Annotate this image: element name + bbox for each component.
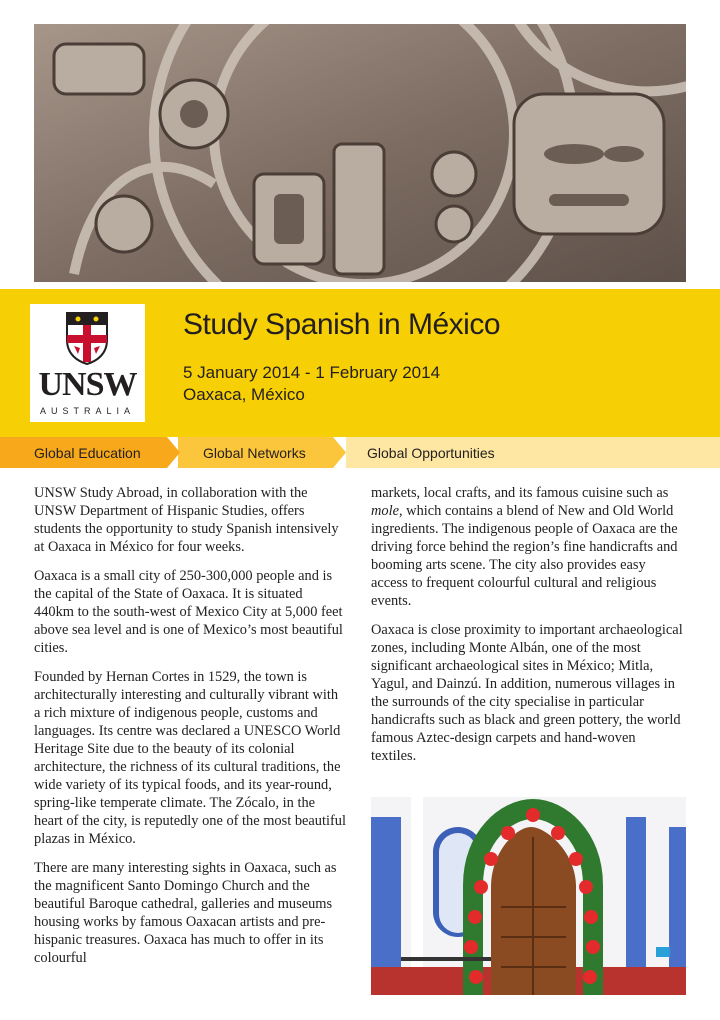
- right-column: [371, 484, 683, 776]
- logo-wordmark: UNSW: [38, 366, 137, 403]
- nav-item-global-opportunities[interactable]: Global Opportunities: [367, 445, 495, 461]
- left-column: [34, 484, 346, 978]
- program-location: Oaxaca, México: [183, 385, 305, 404]
- aztec-stone-carving-icon: [34, 24, 686, 282]
- paragraph-sights: There are many interesting sights in Oaxaca, such as the magnificent Santo Domingo Church and the beautiful Baroque cathedral, galleries and museums housing works by famous Oaxacan artists and pre-hispanic treasures. Oaxaca has much to offer in its colourful: [34, 860, 337, 966]
- doorway-photo: [371, 797, 686, 995]
- logo-country: AUSTRALIA: [39, 406, 135, 416]
- page-title: Study Spanish in México: [183, 308, 501, 341]
- program-info: [183, 362, 440, 406]
- flower-arch-doorway-icon: [371, 797, 686, 995]
- paragraph-markets-part2: , which contains a blend of New and Old World ingredients. The indigenous people of Oaxaca are the driving force behind the region’s fine handicrafts and booming arts scene. The city also provides easy access to frequent colourful cultural and religious events.: [371, 503, 678, 609]
- paragraph-markets: [371, 484, 683, 610]
- mole-emphasis: mole: [371, 503, 399, 519]
- nav-item-global-networks[interactable]: Global Networks: [203, 445, 306, 461]
- unsw-crest-icon: [64, 310, 110, 366]
- paragraph-archaeology: Oaxaca is close proximity to important archaeological zones, including Monte Albán, one of the most significant archaeological sites in México; Mitla, Yagul, and Dainzú. In addition, numerous villages in the surrounds of the city specialise in particular handicrafts such as black and green pottery, the world famous Aztec-design carpets and hand-woven textiles.: [371, 622, 683, 764]
- paragraph-history: Founded by Hernan Cortes in 1529, the town is architecturally interesting and culturally vibrant with a rich mixture of indigenous people, customs and languages. Its centre was declared a UNESCO World Heritage Site due to the beauty of its colonial architecture, the richness of its cultural traditions, the wide variety of its typical foods, and its year-round, spring-like temperate climate. The Zócalo, in the heart of the city, is reputedly one of the most beautiful plazas in México.: [34, 669, 346, 847]
- unsw-logo[interactable]: [30, 304, 145, 422]
- hero-image: [34, 24, 686, 282]
- paragraph-markets-part1: markets, local crafts, and its famous cuisine such as: [371, 485, 669, 501]
- nav-item-global-education[interactable]: Global Education: [34, 445, 141, 461]
- paragraph-city: Oaxaca is a small city of 250-300,000 people and is the capital of the State of Oaxaca. It is situated 440km to the south-west of Mexico City at 5,000 feet above sea level and is one of Mexico’s most beautiful cities.: [34, 568, 343, 656]
- program-dates: 5 January 2014 - 1 February 2014: [183, 363, 441, 382]
- global-nav: [0, 437, 720, 468]
- paragraph-intro: UNSW Study Abroad, in collaboration with the UNSW Department of Hispanic Studies, offers students the opportunity to study Spanish intensively at Oaxaca in México for four weeks.: [34, 485, 339, 555]
